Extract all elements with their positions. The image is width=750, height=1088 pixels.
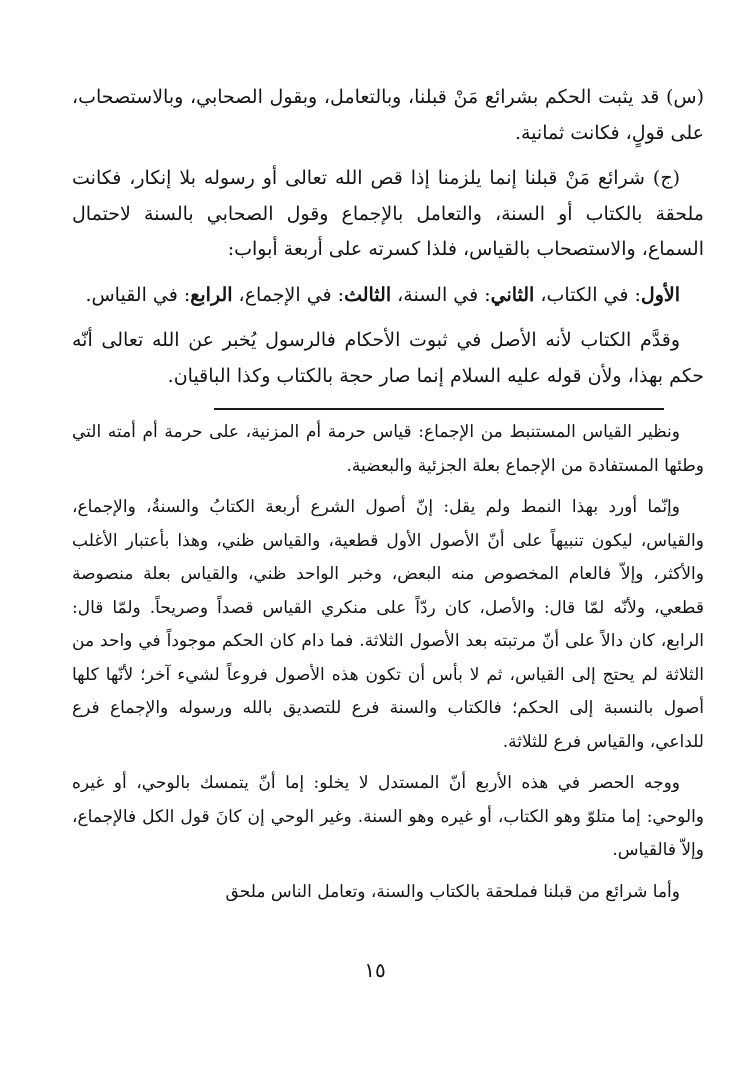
note-paragraph-1: ونظير القياس المستنبط من الإجماع: قياس حرمة أم المزنية، على حرمة أم أمته التي وطئها المستفادة من الإجماع بعلة الجزئية والبعضية. [72,422,704,476]
chapter-second-text: : في السنة، [391,283,491,306]
chapters-paragraph [72,278,704,314]
page-number: ١٥ [364,958,386,982]
note-paragraph-4: وأما شرائع من قبلنا فملحقة بالكتاب والسنة، وتعامل الناس ملحق [225,881,680,902]
chapter-first-label: الأول [640,283,680,306]
question-paragraph: (س) قد يثبت الحكم بشرائع مَنْ قبلنا، وبالتعامل، وبقول الصحابي، وبالاستصحاب، على قولٍ، فكانت ثمانية. [72,86,704,144]
notes-block [72,416,704,917]
order-paragraph: وقدَّم الكتاب لأنه الأصل في ثبوت الأحكام فالرسول يُخبر عن الله تعالى أنّه حكم بهذا، ولأن قوله عليه السلام إنما صار حجة بالكتاب وكذا الباقيان. [72,329,704,387]
chapter-first-text: : في الكتاب، [534,283,641,306]
note-paragraph-2: وإنّما أورد بهذا النمط ولم يقل: إنّ أصول الشرع أربعة الكتابُ والسنةُ، والإجماع، والقياس، ليكون تنبيهاً على أنّ الأصول الأول قطعية، والقياس ظني، وهذا بأعتبار الأغلب والأكثر، وإلاّ فالعام المخصوص منه البعض، وخبر الواحد ظني، والقياس بعلة منصوصة قطعي، ولأنّه لمّا قال: والأصل، كان ردّاً على منكري القياس قصداً وصريحاً. ولمّا قال: الرابع، كان دالاً على أنّ مرتبته بعد الأصول الثلاثة. فما دام كان الحكم موجوداً في واحد من الثلاثة لم يحتج إلى القياس، ثم لا بأس أن تكون هذه الأصول فروعاً لشيء آخر؛ لأنّها كلها أصول بالنسبة إلى الحكم؛ فالكتاب والسنة فرع للتصديق بالله ورسوله والإجماع فرع للداعي، والقياس فرع للثلاثة. [72,497,704,752]
main-text-block [72,80,704,404]
chapter-third-label: الثالث [344,283,392,306]
chapter-third-text: : في الإجماع، [232,283,345,306]
footnote-divider [214,408,664,410]
note-paragraph-3: ووجه الحصر في هذه الأربع أنّ المستدل لا يخلو: إما أنّ يتمسك بالوحي، أو غيره والوحي: إما متلوّ وهو الكتاب، أو غيره وهو السنة. وغير الوحي إن كانَ قول الكل فالإجماع، وإلاّ فالقياس. [72,773,704,860]
chapter-fourth-text: : في القياس. [85,283,191,306]
chapter-fourth-label: الرابع [190,283,233,306]
chapter-second-label: الثاني [490,283,535,306]
answer-paragraph: (ج) شرائع مَنْ قبلنا إنما يلزمنا إذا قص الله تعالى أو رسوله بلا إنكار، فكانت ملحقة بالكتاب أو السنة، والتعامل بالإجماع وقول الصحابي بالسنة لاحتمال السماع، والاستصحاب بالقياس، فلذا كسرته على أربعة أبواب: [72,167,704,260]
